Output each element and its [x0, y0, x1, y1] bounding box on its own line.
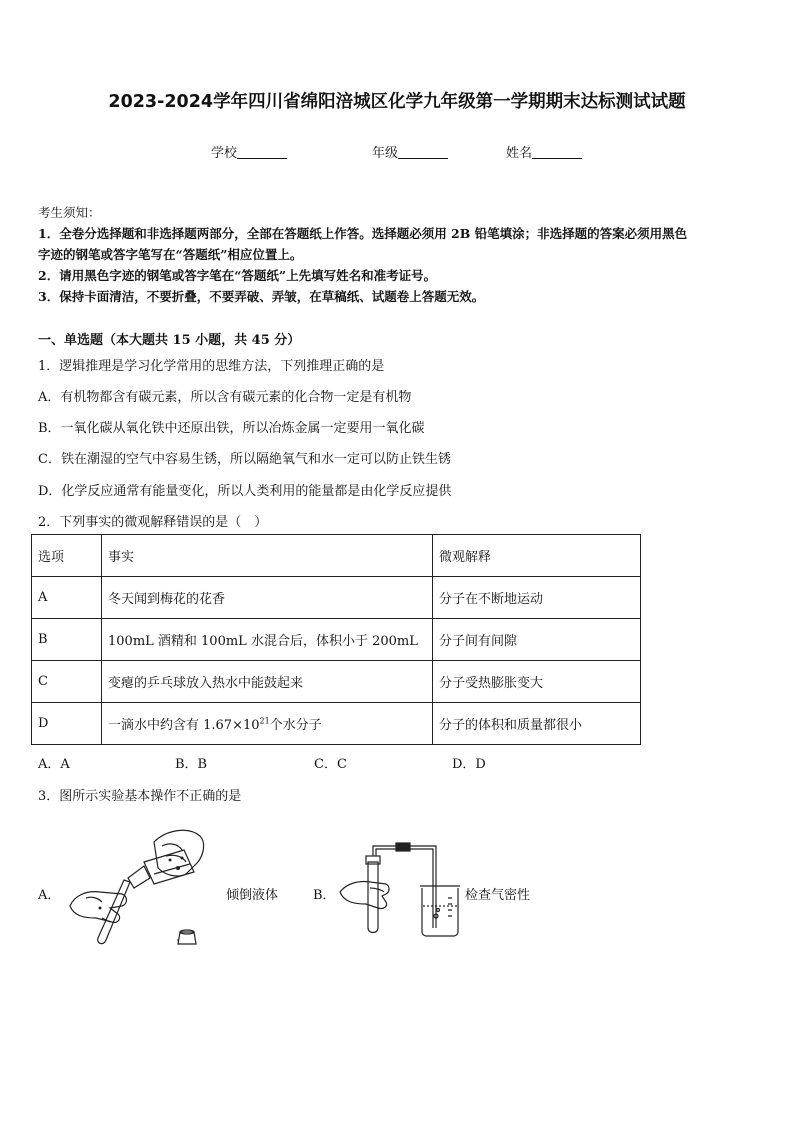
table-cell: 100mL 酒精和 100mL 水混合后，体积小于 200mL — [102, 619, 433, 661]
q3-option-a-label: A． — [38, 888, 61, 903]
q1-option-a: A．有机物都含有碳元素，所以含有碳元素的化合物一定是有机物 — [38, 390, 412, 405]
table-row — [32, 703, 641, 745]
table-header-row — [32, 535, 641, 577]
table-cell: D — [32, 703, 102, 745]
q1-option-c: C．铁在潮湿的空气中容易生锈，所以隔絶氧气和水一定可以防止铁生锈 — [38, 452, 451, 467]
school-label: 学校 — [211, 146, 238, 161]
q2-option-d: D．D — [452, 757, 486, 772]
q1-stem: 1．逻辑推理是学习化学常用的思维方法，下列推理正确的是 — [38, 359, 385, 374]
table-cell: 冬天闻到梅花的花香 — [102, 577, 433, 619]
q1-option-b: B．一氧化碳从氧化铁中还原出铁，所以冶炼金属一定要用一氧化碳 — [38, 421, 425, 436]
table-row — [32, 577, 641, 619]
table-cell — [102, 703, 433, 745]
table-cell: 分子间有间隙 — [433, 619, 641, 661]
name-field — [506, 142, 582, 161]
name-blank — [532, 145, 582, 159]
exam-title: 2023-2024学年四川省绵阳涪城区化学九年级第一学期期末达标测试试题 — [108, 92, 686, 112]
q1-option-d: D．化学反应通常有能量变化，所以人类利用的能量都是由化学反应提供 — [38, 484, 452, 499]
table-header-cell: 选项 — [32, 535, 102, 577]
q3-option-b-label: B． — [313, 888, 336, 903]
q3-option-b-caption: 检查气密性 — [465, 888, 531, 903]
notice-item-1a: 1．全卷分选择题和非选择题两部分，全部在答题纸上作答。选择题必须用 2B 铅笔填涂；非选择题的答案必须用黑色 — [38, 226, 688, 241]
notice-heading: 考生须知： — [38, 205, 101, 220]
table-header-cell: 事实 — [102, 535, 433, 577]
table-cell: 分子在不断地运动 — [433, 577, 641, 619]
grade-label: 年级 — [372, 146, 399, 161]
table-cell: B — [32, 619, 102, 661]
table-header-cell: 微观解释 — [433, 535, 641, 577]
table-cell: 分子受热膨胀变大 — [433, 661, 641, 703]
school-field — [211, 142, 287, 161]
q2-option-c: C．C — [314, 757, 347, 772]
school-blank — [237, 145, 287, 159]
pouring-liquid-illustration — [66, 822, 216, 950]
q3-option-a-caption: 倾倒液体 — [226, 888, 279, 903]
notice-item-1b: 字迹的钢笔或答字笔写在“答题纸”相应位置上。 — [38, 247, 303, 262]
notice-item-2: 2．请用黑色字迹的钢笔或答字笔在“答题纸”上先填写姓名和准考证号。 — [38, 268, 437, 283]
table-row — [32, 661, 641, 703]
q3-stem: 3．图所示实验基本操作不正确的是 — [38, 789, 242, 804]
airtightness-check-illustration — [336, 840, 466, 940]
row-d-exponent: 21 — [259, 716, 270, 726]
table-cell: 变瘪的乒乓球放入热水中能鼓起来 — [102, 661, 433, 703]
section-heading: 一、单选题（本大题共 15 小题，共 45 分） — [38, 333, 301, 348]
grade-field — [372, 142, 448, 161]
table-cell: C — [32, 661, 102, 703]
q2-stem: 2．下列事实的微观解释错误的是（ ） — [38, 515, 268, 530]
table-row — [32, 619, 641, 661]
q2-option-a: A．A — [38, 757, 70, 772]
grade-blank — [398, 145, 448, 159]
table-cell: A — [32, 577, 102, 619]
row-d-fact: 一滴水中约含有 1.67×10 — [108, 718, 260, 733]
notice-item-3: 3．保持卡面清洁，不要折叠，不要弄破、弄皱，在草稿纸、试题卷上答题无效。 — [38, 289, 485, 304]
q2-option-b: B．B — [175, 757, 208, 772]
row-d-suffix: 个水分子 — [269, 718, 322, 733]
name-label: 姓名 — [506, 146, 533, 161]
q2-table — [31, 534, 641, 745]
table-cell: 分子的体积和质量都很小 — [433, 703, 641, 745]
